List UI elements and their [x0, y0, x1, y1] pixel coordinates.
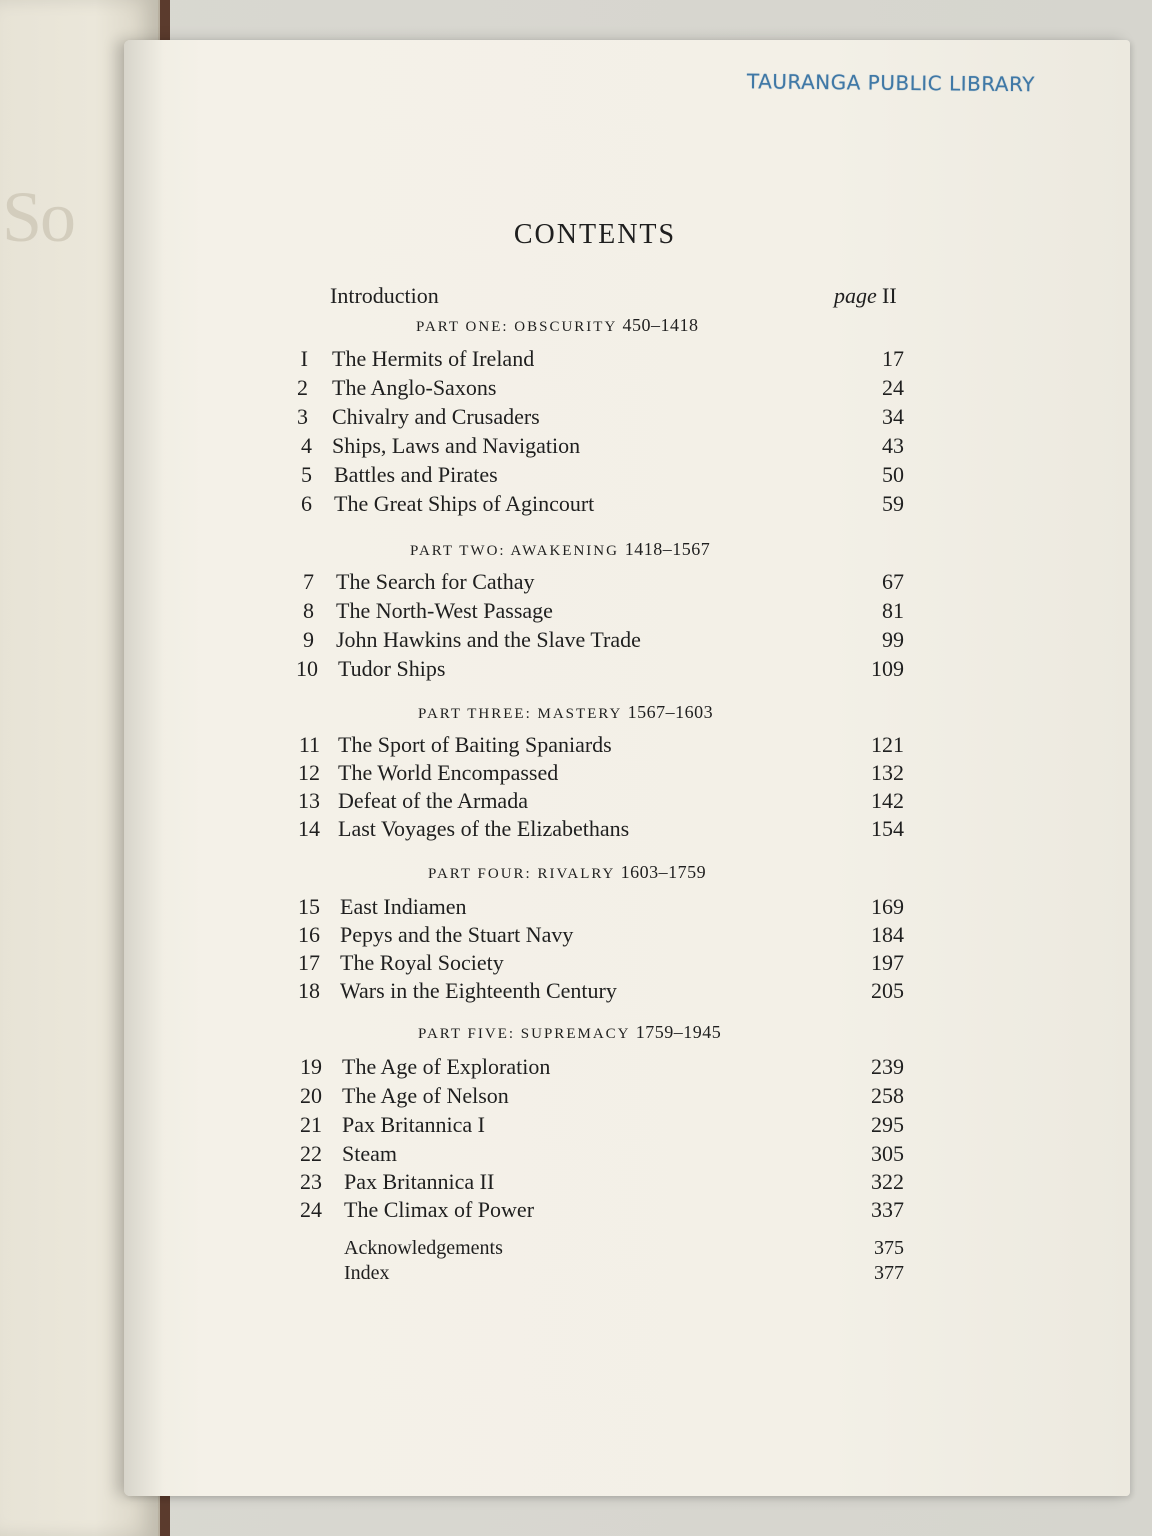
part-years: 1759–1945 [635, 1022, 722, 1042]
part-years: 1567–1603 [627, 702, 714, 722]
chapter-number: 18 [298, 978, 320, 1003]
chapter-number: 2 [297, 375, 308, 400]
part-years: 450–1418 [622, 315, 699, 335]
left-page-partial-text: So [2, 177, 75, 257]
chapter-number: 20 [300, 1083, 322, 1108]
part-years: 1418–1567 [624, 539, 711, 559]
chapter-page: 132 [871, 760, 904, 785]
chapter-number: 17 [298, 950, 320, 975]
chapter-title: The Age of Exploration [342, 1054, 551, 1079]
chapter-page: 50 [882, 462, 904, 487]
part-heading [418, 702, 713, 723]
back-matter-page: 377 [874, 1262, 904, 1284]
chapter-title: The Search for Cathay [336, 569, 535, 594]
introduction-row [0, 285, 1152, 311]
chapter-title: Steam [342, 1141, 397, 1166]
chapter-number: 23 [300, 1169, 322, 1194]
chapter-page: 81 [882, 598, 904, 623]
part-heading [428, 862, 706, 883]
part-title: PART TWO: AWAKENING [410, 543, 619, 559]
chapter-number: 16 [298, 922, 320, 947]
chapter-page: 121 [871, 732, 904, 757]
chapter-title: The North-West Passage [336, 598, 553, 623]
chapter-number: 13 [298, 788, 320, 813]
contents-page [124, 40, 1130, 1496]
chapter-title: The Sport of Baiting Spaniards [338, 732, 612, 757]
part-heading [418, 1022, 721, 1043]
page-gutter-shadow [124, 40, 164, 1496]
chapter-number: 4 [301, 433, 312, 458]
chapter-title: The Climax of Power [344, 1197, 535, 1222]
chapter-number: 14 [298, 816, 320, 841]
chapter-number: 12 [298, 760, 320, 785]
chapter-page: 322 [871, 1169, 904, 1194]
chapter-page: 305 [871, 1141, 904, 1166]
chapter-title: Defeat of the Armada [338, 788, 528, 813]
chapter-title: Pax Britannica I [342, 1112, 485, 1137]
chapter-number: 21 [300, 1112, 322, 1137]
chapter-page: 43 [882, 433, 904, 458]
chapter-title: The World Encompassed [338, 760, 559, 785]
library-stamp: TAURANGA PUBLIC LIBRARY [746, 69, 1036, 97]
chapter-number: 7 [303, 569, 314, 594]
chapter-number: 11 [298, 732, 320, 757]
chapter-page: 197 [871, 950, 904, 975]
chapter-number: 8 [303, 598, 314, 623]
chapter-page: 295 [871, 1112, 904, 1137]
part-title: PART FIVE: SUPREMACY [418, 1026, 630, 1042]
chapter-number: 22 [300, 1141, 322, 1166]
chapter-number: 6 [301, 491, 312, 516]
chapter-title: Wars in the Eighteenth Century [340, 978, 617, 1003]
introduction-page-prefix: page [834, 283, 877, 308]
chapter-page: 99 [882, 627, 904, 652]
back-matter-page: 375 [874, 1237, 904, 1259]
chapter-page: 169 [871, 894, 904, 919]
back-matter-title: Index [344, 1262, 390, 1284]
chapter-page: 154 [871, 816, 904, 841]
chapter-title: John Hawkins and the Slave Trade [336, 627, 641, 652]
chapter-title: Chivalry and Crusaders [332, 404, 540, 429]
part-heading [410, 539, 710, 560]
chapter-title: East Indiamen [340, 894, 467, 919]
chapter-number: 10 [296, 656, 318, 681]
chapter-page: 184 [871, 922, 904, 947]
part-title: PART THREE: MASTERY [418, 706, 622, 722]
chapter-title: The Anglo-Saxons [332, 375, 497, 400]
chapter-page: 142 [871, 788, 904, 813]
chapter-title: The Great Ships of Agincourt [334, 491, 595, 516]
chapter-number: 24 [300, 1197, 322, 1222]
back-matter-title: Acknowledgements [344, 1237, 503, 1259]
chapter-title: Ships, Laws and Navigation [332, 433, 581, 458]
chapter-title: Battles and Pirates [334, 462, 498, 487]
chapter-number: 3 [297, 404, 308, 429]
chapter-page: 109 [871, 656, 904, 681]
chapter-page: 337 [871, 1197, 904, 1222]
introduction-page-number: II [882, 283, 897, 308]
chapter-page: 24 [882, 375, 904, 400]
chapter-number: 19 [300, 1054, 322, 1079]
chapter-number: I [300, 346, 308, 371]
chapter-title: Last Voyages of the Elizabethans [338, 816, 630, 841]
chapter-title: The Royal Society [340, 950, 504, 975]
chapter-page: 239 [871, 1054, 904, 1079]
page-title: CONTENTS [513, 219, 677, 250]
part-title: PART ONE: OBSCURITY [416, 319, 617, 335]
chapter-title: Pepys and the Stuart Navy [340, 922, 574, 947]
chapter-page: 258 [871, 1083, 904, 1108]
chapter-page: 59 [882, 491, 904, 516]
chapter-number: 15 [298, 894, 320, 919]
chapter-page: 34 [882, 404, 904, 429]
chapter-title: Pax Britannica II [344, 1169, 495, 1194]
part-years: 1603–1759 [620, 862, 707, 882]
part-heading [416, 315, 699, 336]
chapter-title: The Hermits of Ireland [332, 346, 535, 371]
introduction-label: Introduction [330, 283, 439, 308]
chapter-title: The Age of Nelson [342, 1083, 509, 1108]
part-title: PART FOUR: RIVALRY [428, 866, 615, 882]
chapter-number: 5 [301, 462, 312, 487]
chapter-number: 9 [303, 627, 314, 652]
chapter-page: 17 [882, 346, 904, 371]
chapter-title: Tudor Ships [338, 656, 446, 681]
chapter-page: 67 [882, 569, 904, 594]
chapter-page: 205 [871, 978, 904, 1003]
